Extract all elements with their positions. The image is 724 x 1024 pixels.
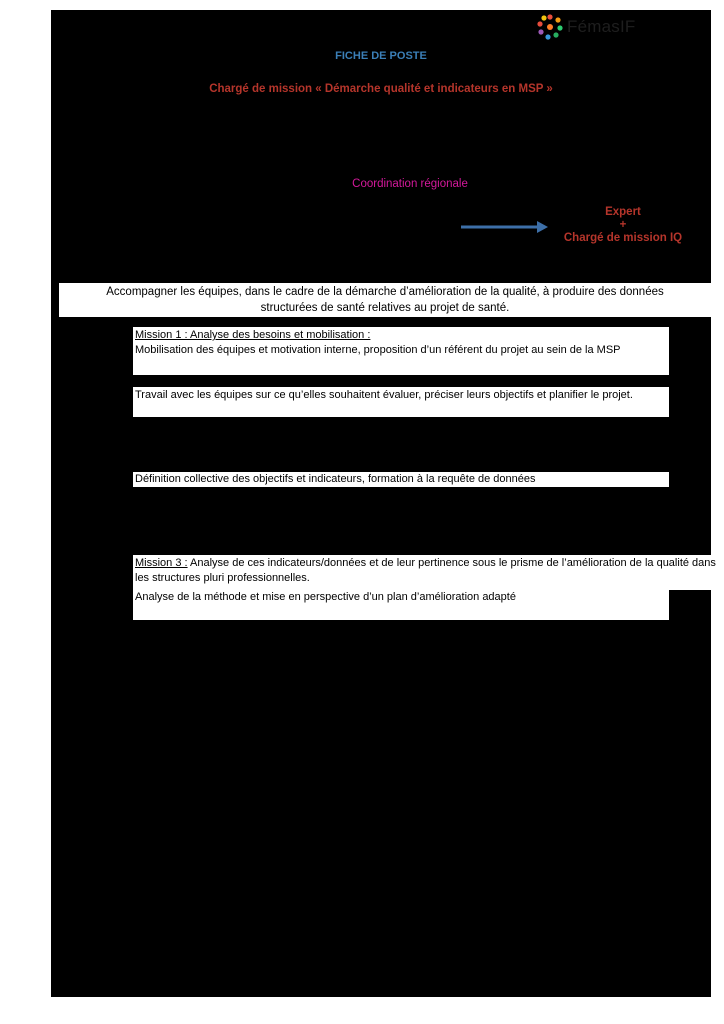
mission-3-detail: Analyse de la méthode et mise en perspective d’un plan d’amélioration adapté [135,591,516,603]
charge-label: Chargé de mission IQ [563,232,683,244]
job-subtitle: Chargé de mission « Démarche qualité et indicateurs en MSP » [209,83,553,95]
mission-1-box [133,327,669,375]
expert-block [521,206,724,245]
purpose-line-2: structurées de santé relatives au projet de santé. [260,302,510,314]
mission-1-text: Mobilisation des équipes et motivation interne, proposition d’un référent du projet au sein de la MSP [135,344,621,356]
mission-3-box [133,555,724,590]
expert-label: Expert [605,206,641,218]
mission-3-detail-box [133,590,669,620]
femasif-logo [537,12,647,42]
mission-1-title: Mission 1 : Analyse des besoins et mobilisation : [135,329,371,341]
mission-1-detail-box [133,387,669,417]
coordination-label: Coordination régionale [352,178,468,190]
mission-3-text: Analyse de ces indicateurs/données et de leur pertinence sous le prisme de l’amélioration de la qualité dans les structures pluri professionnelles. [135,557,716,584]
mission-1-detail: Travail avec les équipes sur ce qu’elles souhaitent évaluer, préciser leurs objectifs et planifier le projet. [135,389,633,401]
mission-3-title: Mission 3 : [135,557,188,569]
purpose-box [59,283,711,317]
purpose-line-1: Accompagner les équipes, dans le cadre de la démarche d’amélioration de la qualité, à produire des données [106,286,664,298]
plus-sign: + [619,219,627,231]
mission-2-text: Définition collective des objectifs et indicateurs, formation à la requête de données [135,473,536,485]
logo-text: FémasIF [567,17,636,36]
mission-2-box [133,472,669,487]
document-page [51,10,716,997]
logo-icon [537,14,563,40]
page-title: FICHE DE POSTE [335,50,427,62]
